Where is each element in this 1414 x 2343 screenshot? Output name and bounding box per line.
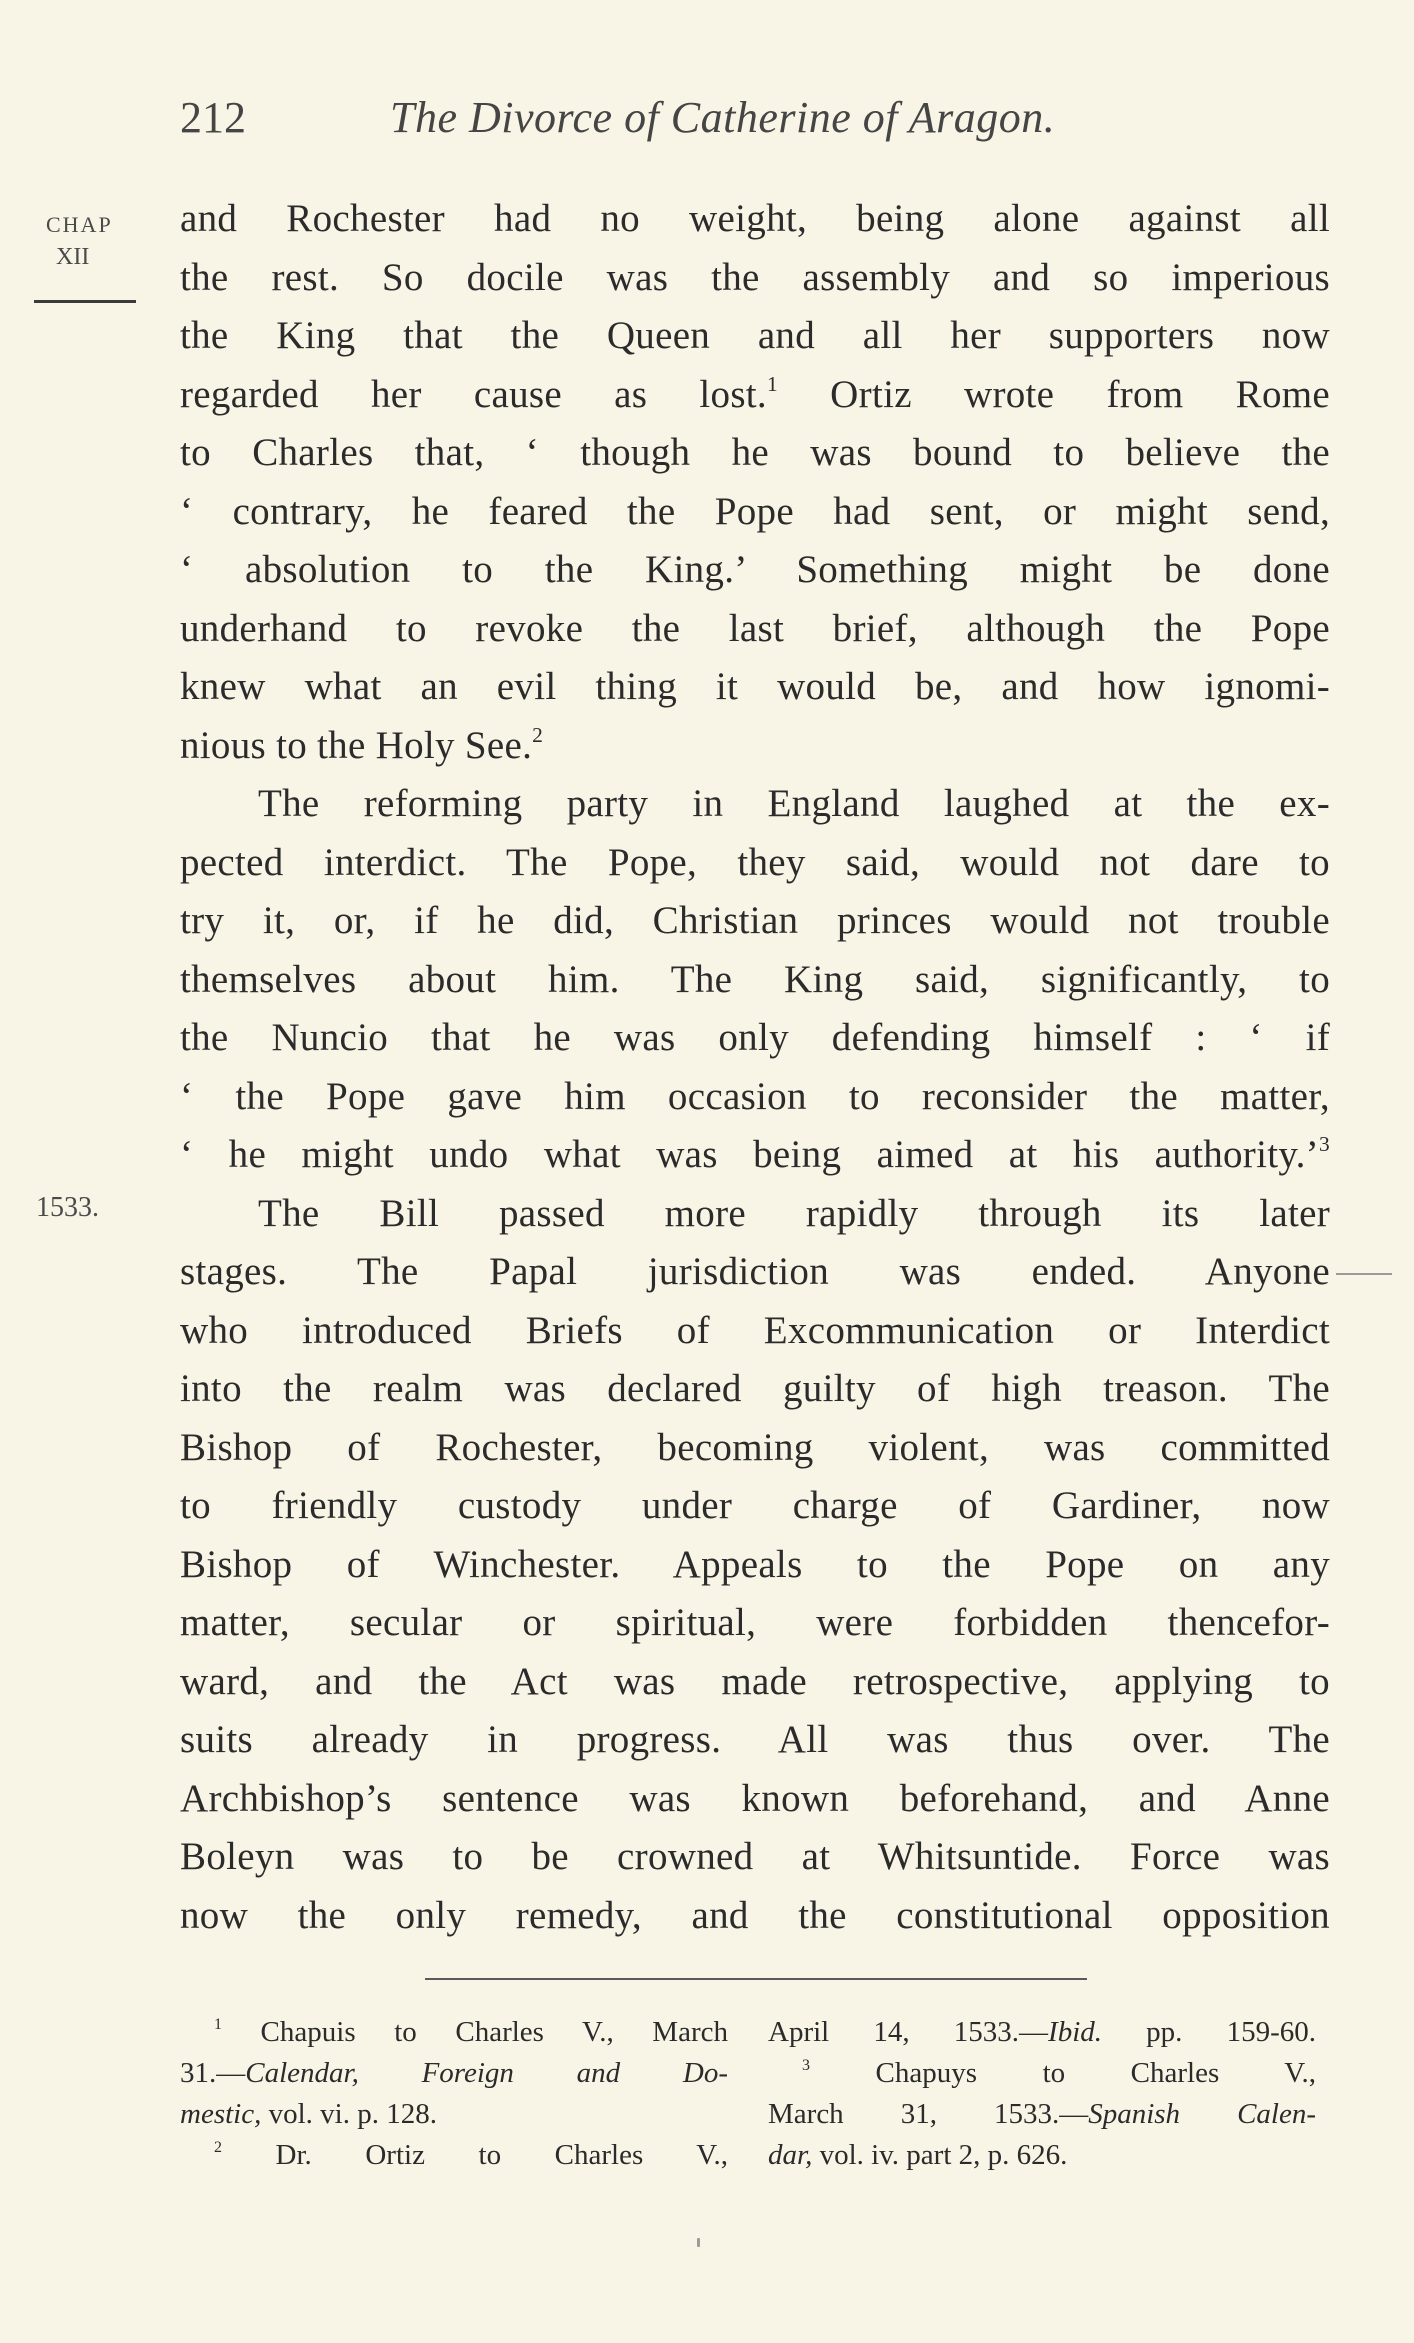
- page-number: 212: [180, 93, 246, 142]
- footnote-line: [768, 2053, 1316, 2094]
- text-line: to Charles that, ‘ though he was bound to believe the: [180, 431, 1330, 474]
- text-line: ‘ the Pope gave him occasion to reconsider the matter,: [180, 1074, 1330, 1118]
- footnotes-left-column: [180, 2012, 728, 2176]
- footnote-number: 1: [214, 2016, 222, 2034]
- footnote-text: Calendar, Foreign and Do-: [245, 2057, 728, 2089]
- margin-chapter-label: CHAP: [46, 212, 113, 237]
- text-line: Archbishop’s sentence was known beforehand, and Anne: [180, 1776, 1330, 1820]
- text-line: The Bill passed more rapidly through its later: [258, 1191, 1330, 1235]
- text-line: the Nuncio that he was only defending himself : ‘ if: [180, 1016, 1330, 1059]
- footnote-number: 2: [214, 2139, 222, 2157]
- text-line: The reforming party in England laughed at the ex-: [258, 782, 1330, 825]
- text-line: into the realm was declared guilty of high treason. The: [180, 1367, 1330, 1410]
- text-line: who introduced Briefs of Excommunication or Interdict: [180, 1308, 1330, 1352]
- footnotes-right-column: [768, 2012, 1316, 2176]
- text-line: ward, and the Act was made retrospective, applying to: [180, 1659, 1330, 1703]
- footnotes: [180, 2012, 1330, 2212]
- footnote-text: 31.—: [180, 2057, 246, 2089]
- footnote-text: vol. iv. part 2, p. 626.: [812, 2139, 1068, 2171]
- text-line: suits already in progress. All was thus over. The: [180, 1718, 1330, 1761]
- footnote-rule: [425, 1978, 1087, 1980]
- text-line: matter, secular or spiritual, were forbidden thencefor-: [180, 1601, 1330, 1644]
- text-line: ‘ he might undo what was being aimed at his authority.’$^3$: [180, 1131, 1330, 1176]
- footnote-number: 3: [802, 2057, 810, 2075]
- footnote-line: [768, 2094, 1316, 2135]
- text-line: Bishop of Rochester, becoming violent, was committed: [180, 1425, 1330, 1469]
- text-line: ‘ absolution to the King.’ Something might be done: [180, 548, 1330, 591]
- footnote-text: Dr. Ortiz to Charles V.,: [221, 2139, 728, 2171]
- footnote-text: Chapuys to Charles V.,: [809, 2057, 1316, 2089]
- footnote-text: Chapuis to Charles V., March: [221, 2016, 728, 2048]
- text-line: Boleyn was to be crowned at Whitsuntide. Force was: [180, 1835, 1330, 1878]
- text-line: themselves about him. The King said, significantly, to: [180, 957, 1330, 1001]
- text-line: knew what an evil thing it would be, and how ignomi-: [180, 665, 1330, 708]
- footnote-line: [180, 2135, 728, 2176]
- text-line: and Rochester had no weight, being alone against all: [180, 197, 1330, 240]
- footnote-text: mestic,: [180, 2098, 262, 2130]
- footnote-line: [180, 2012, 728, 2053]
- text-line: stages. The Papal jurisdiction was ended. Anyone: [180, 1250, 1330, 1293]
- footnote-ref: 1: [766, 371, 779, 396]
- running-title: The Divorce of Catherine of Aragon.: [390, 93, 1056, 142]
- text-line: now the only remedy, and the constitutional opposition: [180, 1893, 1330, 1937]
- footnote-line: [768, 2012, 1316, 2053]
- footnote-text: April 14, 1533.—: [768, 2016, 1049, 2048]
- footnote-text: Spanish Calen-: [1088, 2098, 1317, 2130]
- text-line: try it, or, if he did, Christian princes would not trouble: [180, 899, 1330, 942]
- footnote-text: Ibid.: [1048, 2016, 1103, 2048]
- margin-rule: [34, 300, 136, 303]
- paper-speck: [697, 2238, 700, 2247]
- body-text: [180, 190, 1330, 1945]
- footnote-line: [180, 2094, 728, 2135]
- text-line: the rest. So docile was the assembly and so imperious: [180, 255, 1330, 299]
- footnote-ref: 2: [532, 722, 544, 747]
- text-line: ‘ contrary, he feared the Pope had sent, or might send,: [180, 489, 1330, 533]
- margin-mark: [1336, 1273, 1392, 1275]
- page-header: [180, 92, 1330, 152]
- text-line: nious to the Holy See.$^2$: [180, 722, 544, 767]
- footnote-line: [768, 2135, 1316, 2176]
- footnote-text: dar,: [768, 2139, 813, 2171]
- footnote-text: vol. vi. p. 128.: [261, 2098, 437, 2130]
- footnote-ref: 3: [1318, 1131, 1330, 1156]
- text-line: pected interdict. The Pope, they said, would not dare to: [180, 840, 1330, 884]
- text-line: underhand to revoke the last brief, although the Pope: [180, 606, 1330, 650]
- text-line: regarded her cause as lost.$^1$ Ortiz wrote from Rome: [180, 371, 1330, 416]
- text-line: to friendly custody under charge of Gardiner, now: [180, 1484, 1330, 1527]
- text-line: Bishop of Winchester. Appeals to the Pope on any: [180, 1542, 1330, 1586]
- footnote-line: [180, 2053, 728, 2094]
- footnote-text: pp. 159-60.: [1102, 2016, 1316, 2048]
- margin-chapter-number: XII: [56, 244, 90, 270]
- text-line: the King that the Queen and all her supporters now: [180, 314, 1330, 357]
- footnote-text: March 31, 1533.—: [768, 2098, 1089, 2130]
- margin-year: 1533.: [36, 1192, 99, 1223]
